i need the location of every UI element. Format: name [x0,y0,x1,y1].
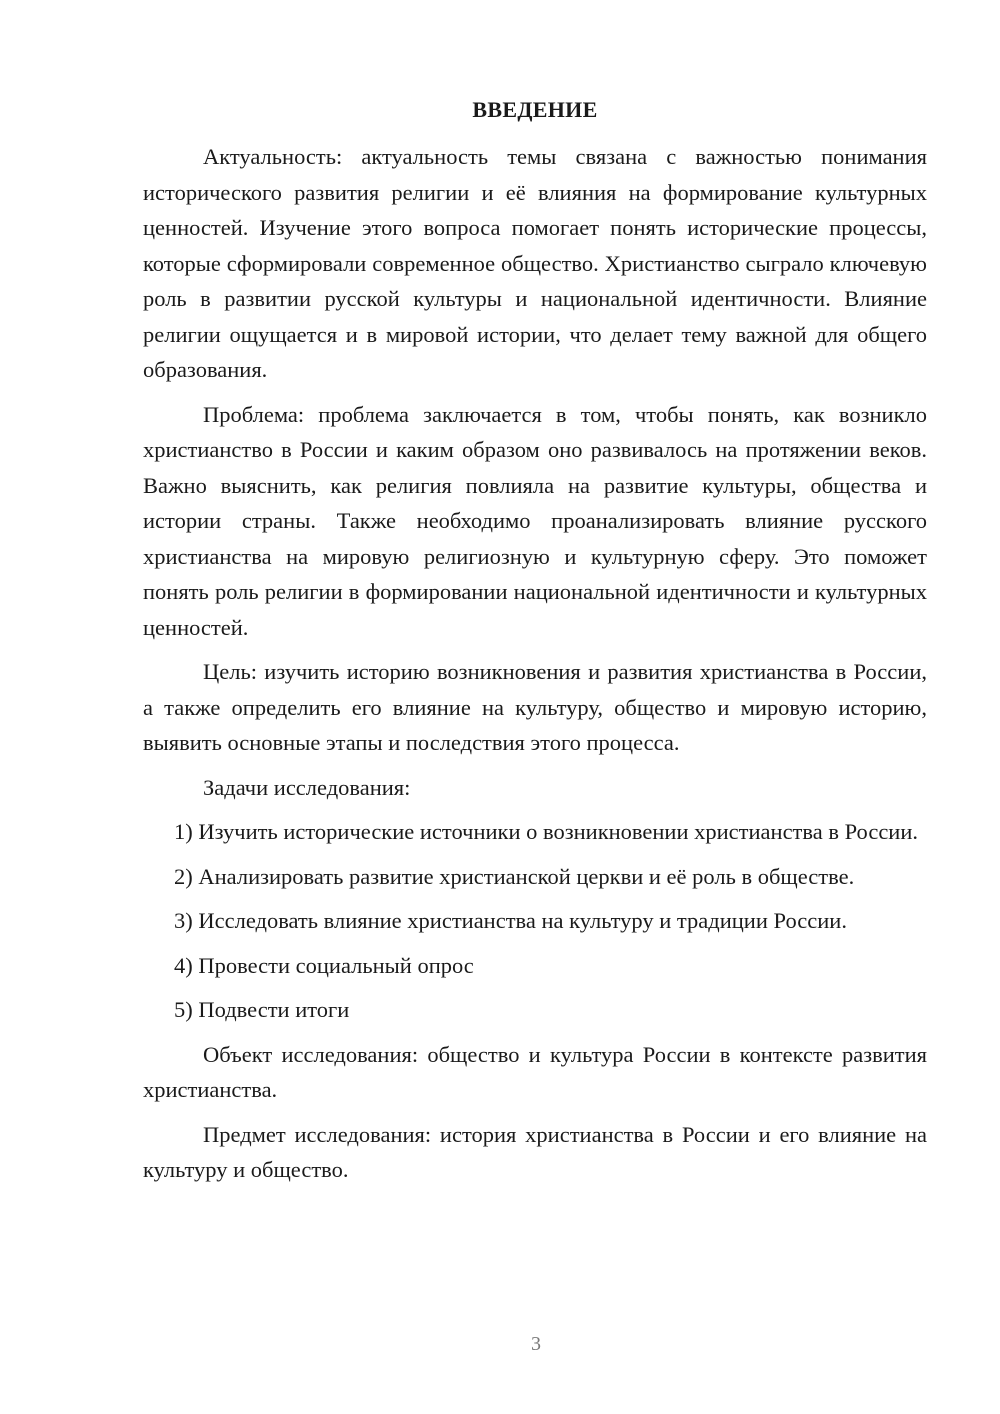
document-page [143,95,927,1197]
goal-paragraph: Цель: изучить историю возникновения и развития христианства в России, а также определить его влияние на культуру, общество и мировую историю, выявить основные этапы и последствия этого процесса. [143,659,927,755]
task-item: 3) Исследовать влияние христианства на культуру и традиции России. [174,908,847,933]
page-number: 3 [531,1333,541,1355]
problem-paragraph: Проблема: проблема заключается в том, чтобы понять, как возникло христианство в России и каким образом оно развивалось на протяжении веков. Важно выяснить, как религия повлияла на развитие культуры, общества и истории страны. Также необходимо проанализировать влияние русского христианства на мировую религиозную и культурную сферу. Это поможет понять роль религии в формировании национальной идентичности и культурных ценностей. [143,401,927,640]
tasks-title: Задачи исследования: [203,774,411,800]
task-item: 4) Провести социальный опрос [174,952,474,978]
relevance-paragraph: Актуальность: актуальность темы связана с важностью понимания исторического развития религии и её влияния на формирование культурных ценностей. Изучение этого вопроса помогает понять исторические процессы, которые сформировали современное общество. Христианство сыграло ключевую роль в развитии русской культуры и национальной идентичности. Влияние религии ощущается и в мировой истории, что делает тему важной для общего образования. [143,144,927,382]
object-paragraph: Объект исследования: общество и культура России в контексте развития христианства. [143,1041,927,1102]
subject-paragraph: Предмет исследования: история христианства в России и его влияние на культуру и общество. [143,1121,927,1182]
task-item: 2) Анализировать развитие христианской церкви и её роль в обществе. [174,863,855,889]
section-heading: ВВЕДЕНИЕ [472,97,598,122]
task-item: 1) Изучить исторические источники о возникновении христианства в России. [174,819,919,844]
task-item: 5) Подвести итоги [174,997,350,1022]
tasks-list [143,814,927,1028]
